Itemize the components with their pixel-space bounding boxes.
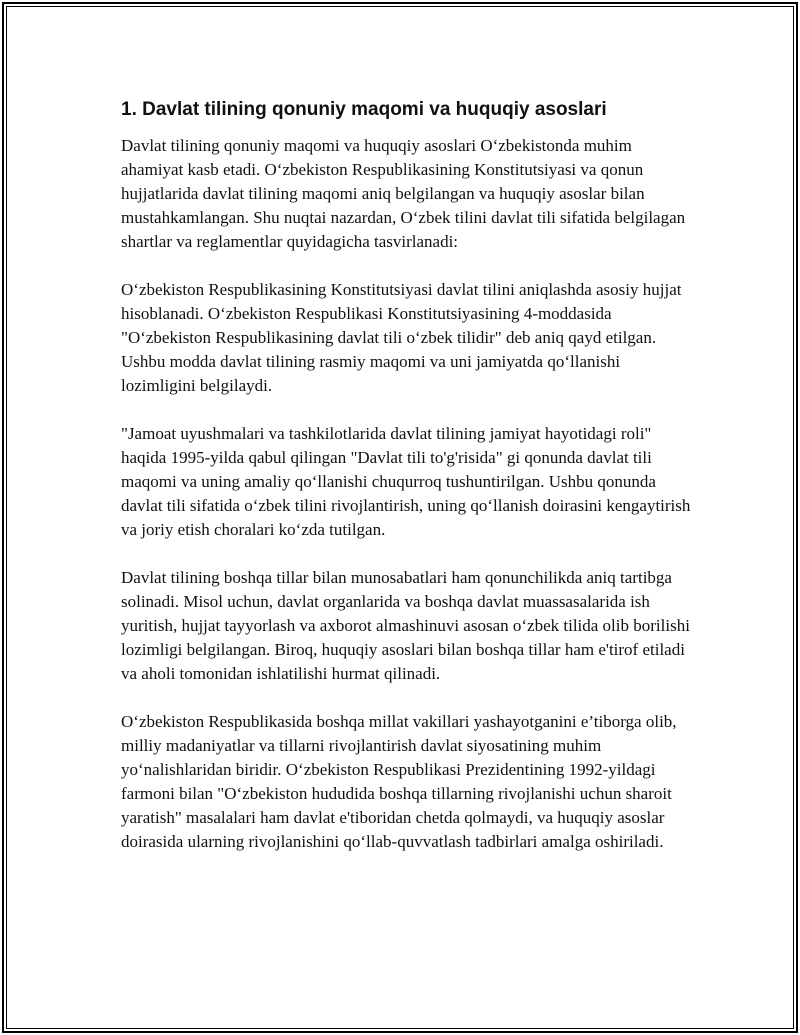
- paragraph-5: O‘zbekiston Respublikasida boshqa millat vakillari yashayotganini e’tiborga olib, milliy madaniyatlar va tillarni rivojlantirish davlat siyosatining muhim yo‘nalishlaridan biridir. O‘zbekiston Respublikasi Prezidentining 1992-yildagi farmoni bilan "O‘zbekiston hududida boshqa tillarning rivojlanishi uchun sharoit yaratish" masalalari ham davlat e'tiboridan chetda qolmaydi, va huquqiy asoslar doirasida ularning rivojlanishini qo‘llab-quvvatlash tadbirlari amalga oshiriladi.: [121, 712, 677, 851]
- page-frame: [2, 2, 798, 1033]
- paragraph-2: O‘zbekiston Respublikasining Konstitutsiyasi davlat tilini aniqlashda asosiy hujjat hisoblanadi. O‘zbekiston Respublikasi Konstitutsiyasining 4-moddasida "O‘zbekiston Respublikasining davlat tili o‘zbek tilidir" deb aniq qayd etilgan. Ushbu modda davlat tilining rasmiy maqomi va uni jamiyatda qo‘llanishi lozimligini belgilaydi.: [121, 280, 682, 395]
- section-heading: 1. Davlat tilining qonuniy maqomi va huquqiy asoslari: [121, 99, 607, 120]
- paragraph-3: "Jamoat uyushmalari va tashkilotlarida davlat tilining jamiyat hayotidagi roli" haqida 1995-yilda qabul qilingan "Davlat tili to'g'risida" gi qonunda davlat tili maqomi va uning amaliy qo‘llanishi chuqurroq tushuntirilgan. Ushbu qonunda davlat tili sifatida o‘zbek tilini rivojlantirish, uning qo‘llanish doirasini kengaytirish va joriy etish choralari ko‘zda tutilgan.: [121, 424, 691, 539]
- document-body: [121, 98, 693, 878]
- paragraph-1: Davlat tilining qonuniy maqomi va huquqiy asoslari O‘zbekistonda muhim ahamiyat kasb etadi. O‘zbekiston Respublikasining Konstitutsiyasi va qonun hujjatlarida davlat tilining maqomi aniq belgilangan va huquqiy asoslar bilan mustahkamlangan. Shu nuqtai nazardan, O‘zbek tilini davlat tili sifatida belgilagan shartlar va reglamentlar quyidagicha tasvirlanadi:: [121, 136, 686, 251]
- paragraph-4: Davlat tilining boshqa tillar bilan munosabatlari ham qonunchilikda aniq tartibga solinadi. Misol uchun, davlat organlarida va boshqa davlat muassasalarida ish yuritish, hujjat tayyorlash va axborot almashinuvi asosan o‘zbek tilida olib borilishi lozimligi belgilangan. Biroq, huquqiy asoslari bilan boshqa tillar ham e'tirof etiladi va aholi tomonidan ishlatilishi hurmat qilinadi.: [121, 568, 690, 683]
